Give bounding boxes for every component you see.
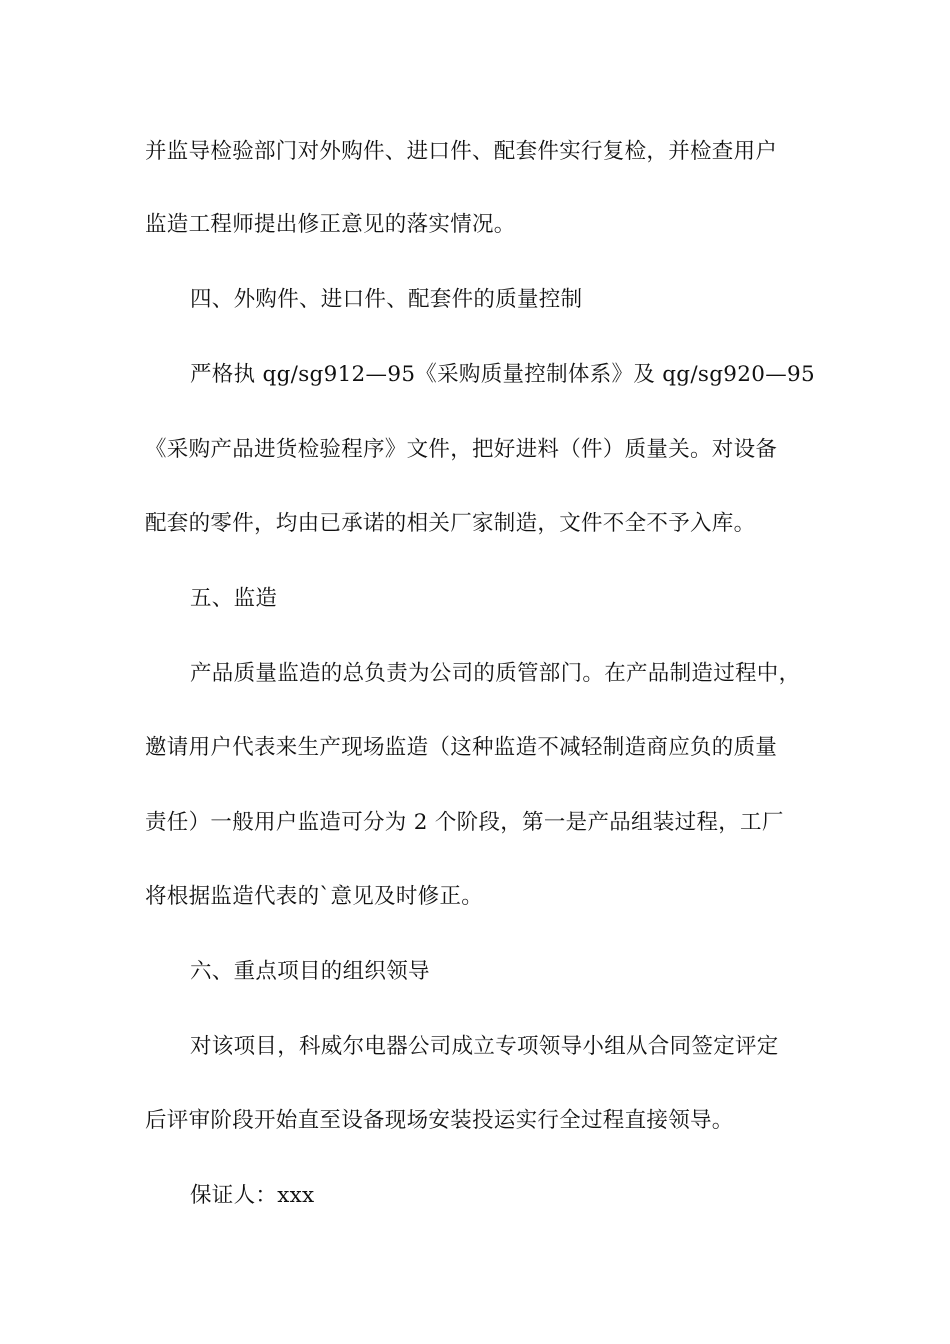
paragraph-line: 邀请用户代表来生产现场监造（这种监造不减轻制造商应负的质量: [145, 735, 778, 760]
paragraph-line: 责任）一般用户监造可分为 2 个阶段，第一是产品组装过程，工厂: [145, 810, 784, 835]
paragraph-line: 监造工程师提出修正意见的落实情况。: [145, 212, 516, 237]
paragraph-line: 对该项目，科威尔电器公司成立专项领导小组从合同签定评定: [190, 1034, 779, 1059]
paragraph-line: 后评审阶段开始直至设备现场安装投运实行全过程直接领导。: [145, 1108, 734, 1133]
paragraph-line: 将根据监造代表的`意见及时修正。: [145, 884, 484, 909]
paragraph-line: 严格执 qg/sg912—95《采购质量控制体系》及 qg/sg920—95: [190, 362, 815, 387]
section-heading: 四、外购件、进口件、配套件的质量控制: [190, 287, 583, 312]
paragraph-line: 产品质量监造的总负责为公司的质管部门。在产品制造过程中，: [190, 661, 801, 686]
paragraph-line: 并监导检验部门对外购件、进口件、配套件实行复检，并检查用户: [145, 139, 778, 164]
section-heading: 五、监造: [190, 586, 278, 611]
guarantor-line: 保证人：xxx: [190, 1183, 315, 1208]
paragraph-line: 配套的零件，均由已承诺的相关厂家制造，文件不全不予入库。: [145, 511, 756, 536]
section-heading: 六、重点项目的组织领导: [190, 959, 430, 984]
paragraph-line: 《采购产品进货检验程序》文件，把好进料（件）质量关。对设备: [145, 437, 778, 462]
